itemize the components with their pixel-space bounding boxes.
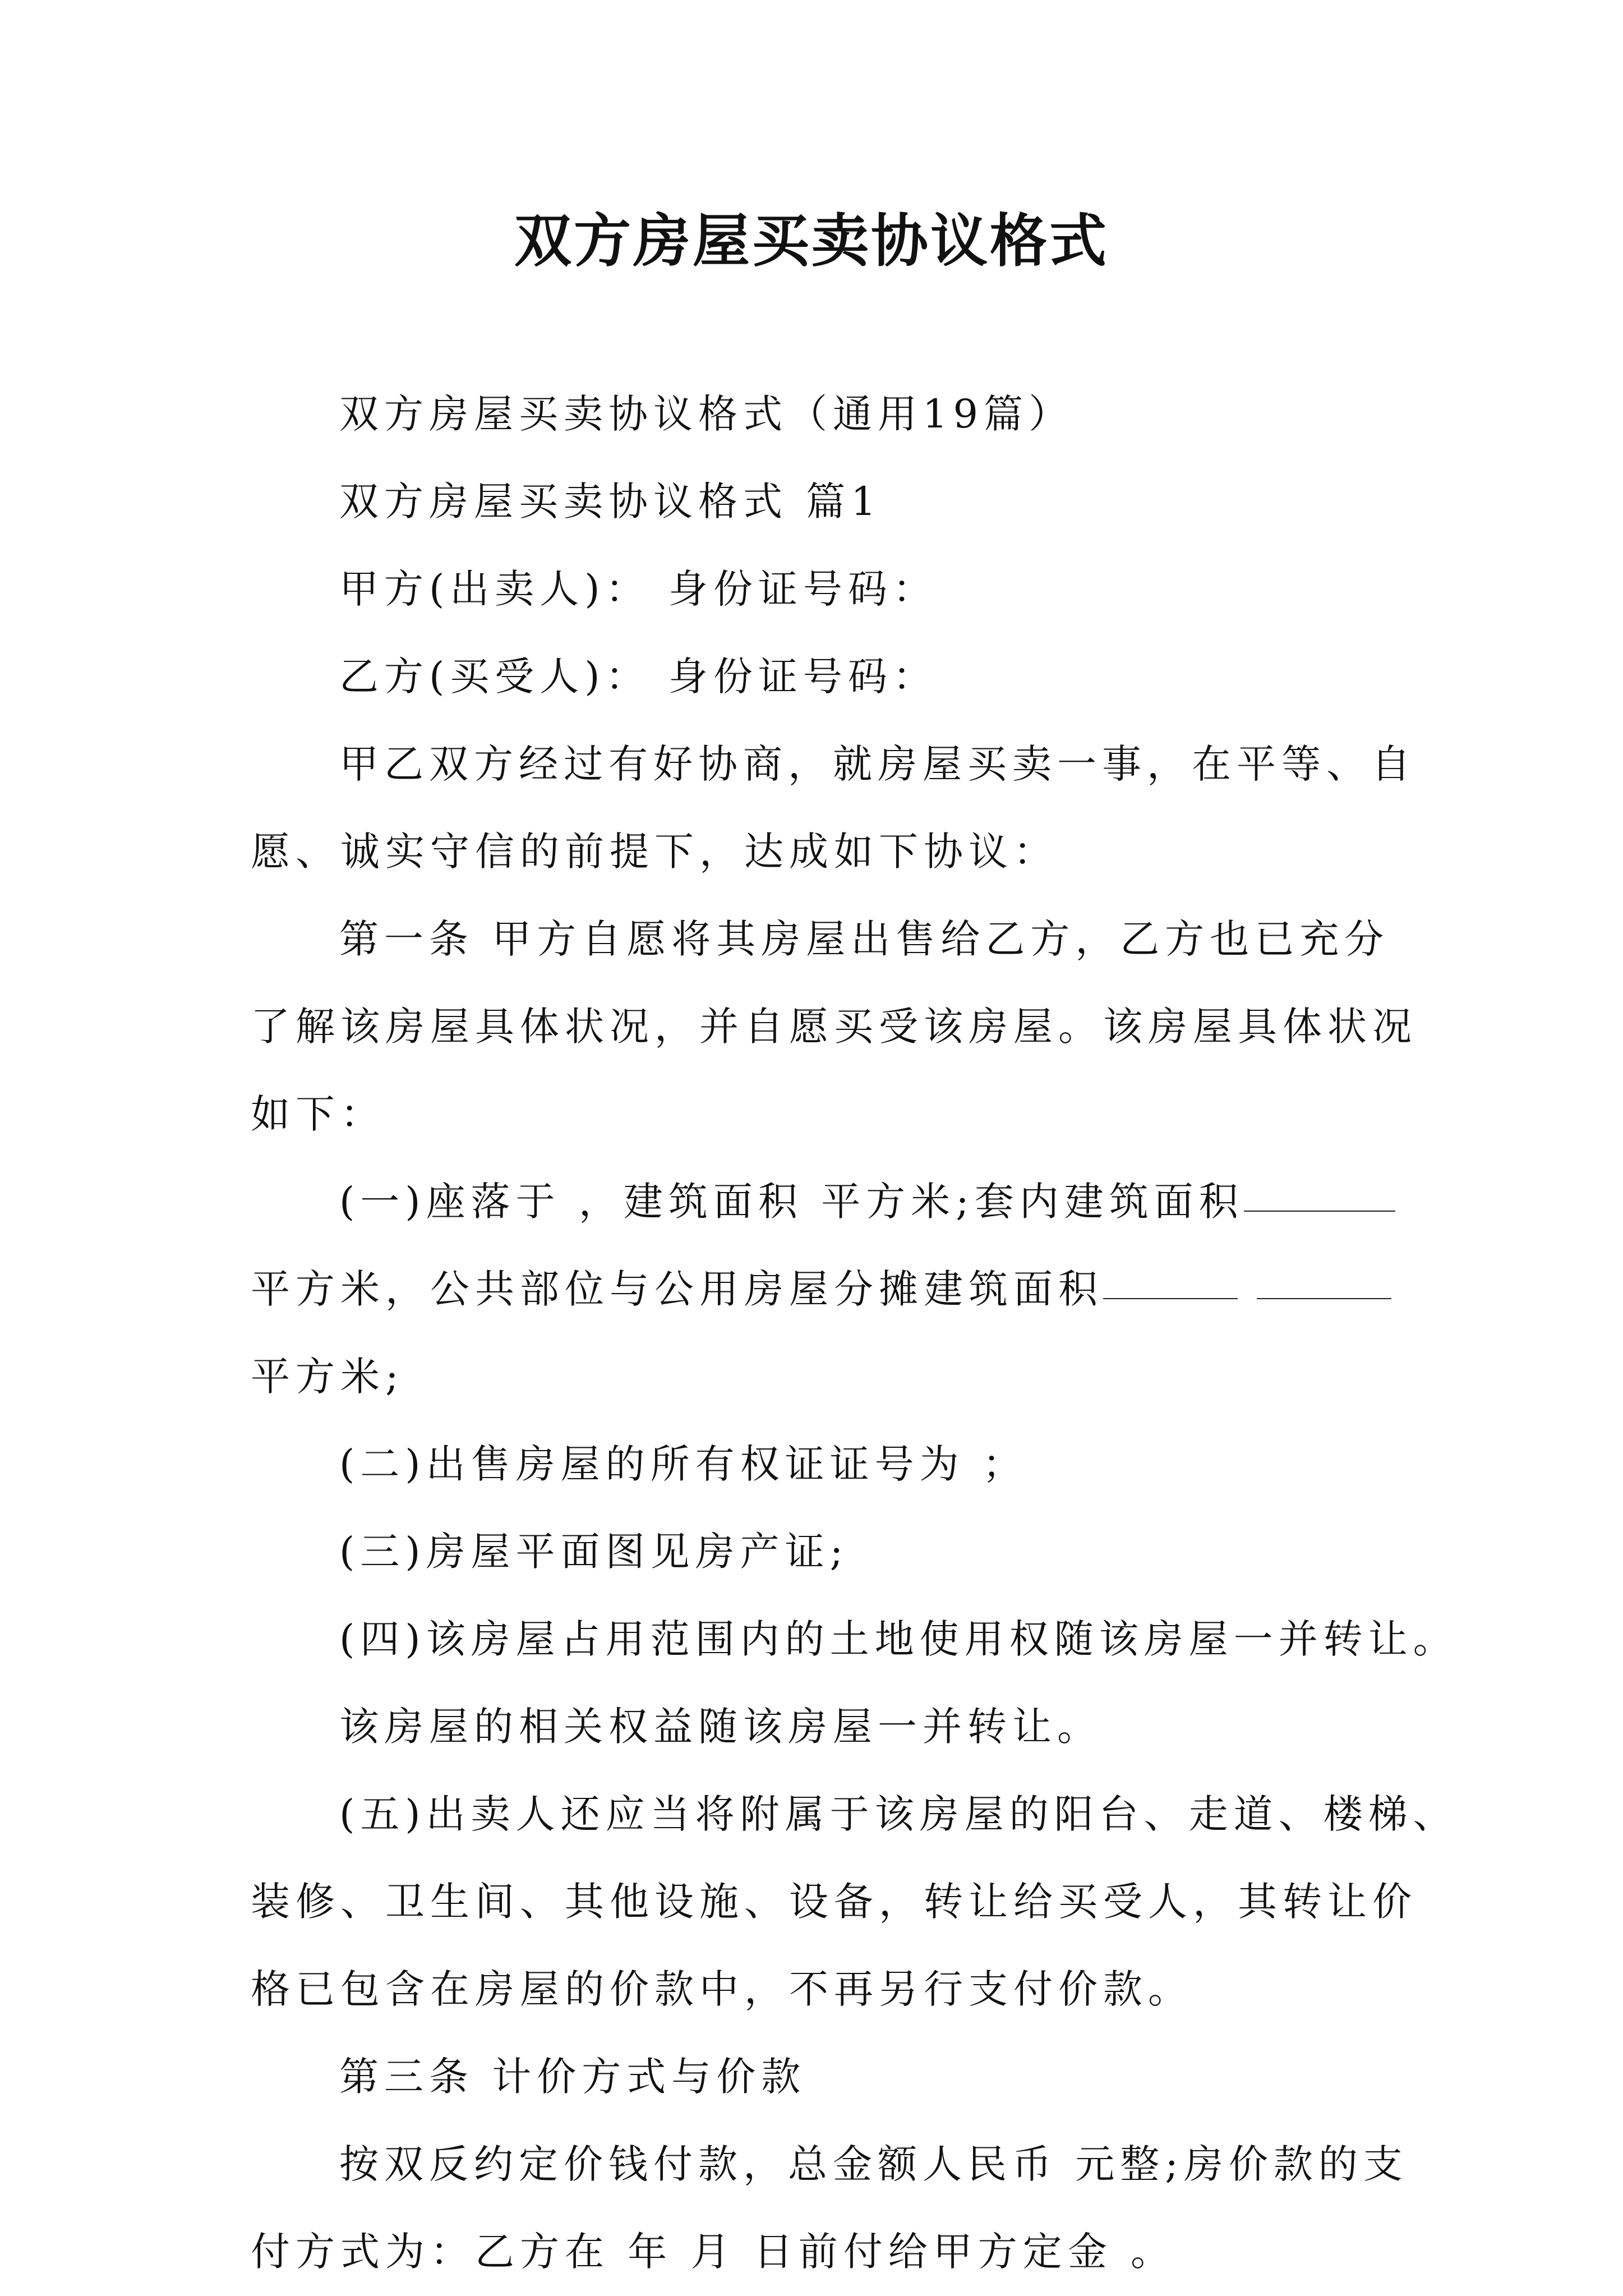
document-subtitle: 双方房屋买卖协议格式（通用19篇） [339, 391, 1074, 437]
fill-blank [1244, 1211, 1395, 1212]
document-title: 双方房屋买卖协议格式 [514, 208, 1109, 275]
section-heading: 双方房屋买卖协议格式 篇1 [339, 478, 882, 524]
article-1-line: 如下： [251, 1091, 385, 1137]
item-1-line: 平方米; [251, 1354, 404, 1400]
payment-line: 付方式为：乙方在 年 月 日前付给甲方定金 。 [251, 2229, 1176, 2275]
item-5-line: 格已包含在房屋的价款中，不再另行支付价款。 [251, 1966, 1193, 2012]
fill-blank [1103, 1298, 1238, 1299]
item-3-line: (三)房屋平面图见房产证; [339, 1529, 849, 1575]
article-1-line: 了解该房屋具体状况，并自愿买受该房屋。该房屋具体状况 [251, 1004, 1417, 1050]
document-body [251, 370, 1458, 2295]
article-1-line: 第一条 甲方自愿将其房屋出售给乙方，乙方也已充分 [339, 916, 1390, 962]
item-1-text: 平方米，公共部位与公用房屋分摊建筑面积 [251, 1266, 1103, 1312]
item-4-line: (四)该房屋占用范围内的土地使用权随该房屋一并转让。 [339, 1616, 1458, 1662]
item-5-line: 装修、卫生间、其他设施、设备，转让给买受人，其转让价 [251, 1879, 1417, 1925]
payment-line: 按双反约定价钱付款，总金额人民币 元整;房价款的支 [339, 2141, 1408, 2187]
article-3-heading: 第三条 计价方式与价款 [339, 2054, 806, 2100]
intro-paragraph-line: 甲乙双方经过有好协商，就房屋买卖一事，在平等、自 [339, 741, 1416, 787]
item-4-line: 该房屋的相关权益随该房屋一并转让。 [339, 1704, 1102, 1750]
item-2-line: (二)出售房屋的所有权证证号为 ； [339, 1441, 1027, 1487]
party-b-line: 乙方(买受人)： 身份证号码： [339, 654, 938, 700]
fill-blank [1257, 1298, 1391, 1299]
item-5-line: (五)出卖人还应当将附属于该房屋的阳台、走道、楼梯、 [339, 1791, 1458, 1837]
party-a-line: 甲方(出卖人)： 身份证号码： [339, 566, 938, 612]
intro-paragraph-line: 愿、诚实守信的前提下，达成如下协议： [251, 829, 1058, 875]
item-1-line [251, 1245, 1395, 1333]
item-1-text: (一)座落于 ，建筑面积 平方米;套内建筑面积 [339, 1179, 1244, 1225]
item-1-line [251, 1158, 1395, 1245]
